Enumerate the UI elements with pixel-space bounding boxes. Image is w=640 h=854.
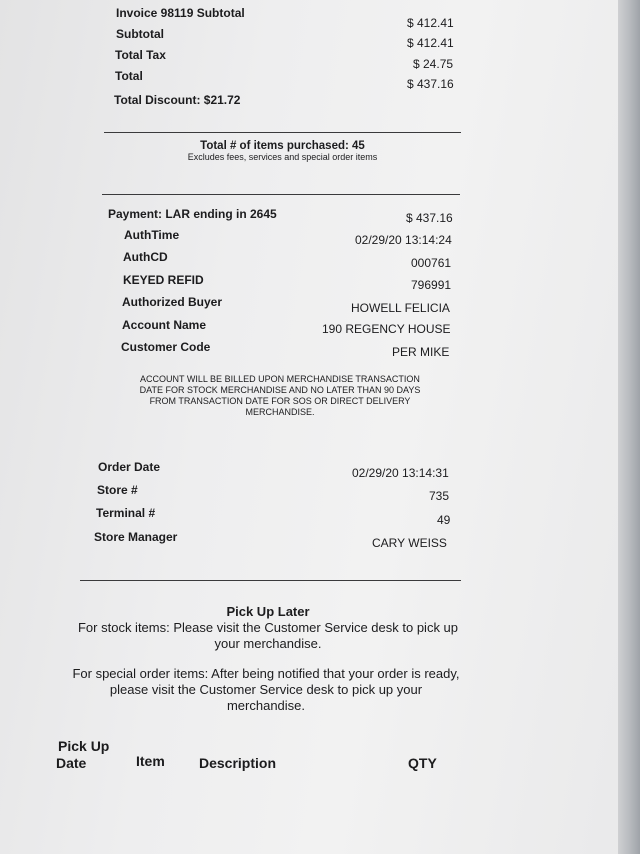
account-name-label: Account Name bbox=[122, 318, 207, 332]
pickup-title: Pick Up Later bbox=[226, 604, 310, 619]
header-item: Item bbox=[136, 753, 165, 769]
authorized-buyer-label: Authorized Buyer bbox=[122, 295, 223, 309]
payment-label: Payment: LAR ending in 2645 bbox=[108, 207, 277, 221]
items-excludes-note: Excludes fees, services and special order items bbox=[187, 152, 378, 162]
total-tax-value: $ 24.75 bbox=[413, 57, 454, 71]
keyed-refid-label: KEYED REFID bbox=[123, 273, 204, 287]
payment-amount: $ 437.16 bbox=[406, 211, 453, 225]
total-value: $ 437.16 bbox=[407, 77, 454, 91]
pickup-stock-line: For stock items: Please visit the Customer Service desk to pick up bbox=[77, 620, 459, 635]
billing-note-line: FROM TRANSACTION DATE FOR SOS OR DIRECT DELIVERY bbox=[149, 396, 411, 406]
store-manager-label: Store Manager bbox=[94, 530, 178, 544]
terminal-number-value: 49 bbox=[437, 513, 451, 527]
billing-note-line: ACCOUNT WILL BE BILLED UPON MERCHANDISE TRANSACTION bbox=[140, 374, 420, 384]
special-order-line: please visit the Customer Service desk to pick up your bbox=[109, 682, 423, 697]
divider bbox=[102, 194, 460, 195]
customer-code-label: Customer Code bbox=[121, 340, 211, 354]
paper-edge-shadow bbox=[618, 0, 640, 854]
order-date-value: 02/29/20 13:14:31 bbox=[352, 466, 449, 480]
billing-note-line: DATE FOR STOCK MERCHANDISE AND NO LATER THAN 90 DAYS bbox=[139, 385, 421, 395]
divider bbox=[80, 580, 461, 581]
items-count: Total # of items purchased: 45 bbox=[200, 140, 365, 152]
auth-time-label: AuthTime bbox=[124, 228, 180, 242]
pickup-stock-line: your merchandise. bbox=[214, 636, 322, 651]
auth-cd-value: 000761 bbox=[411, 256, 452, 270]
subtotal-label: Subtotal bbox=[116, 27, 164, 41]
total-discount: Total Discount: $21.72 bbox=[114, 93, 241, 107]
header-qty: QTY bbox=[408, 755, 437, 771]
subtotal-value: $ 412.41 bbox=[407, 36, 454, 50]
authorized-buyer-value: HOWELL FELICIA bbox=[351, 301, 450, 315]
invoice-subtotal-value: $ 412.41 bbox=[407, 16, 454, 30]
auth-time-value: 02/29/20 13:14:24 bbox=[355, 233, 452, 247]
order-date-label: Order Date bbox=[98, 460, 161, 474]
store-manager-value: CARY WEISS bbox=[372, 536, 447, 550]
keyed-refid-value: 796991 bbox=[411, 278, 452, 292]
header-description: Description bbox=[199, 755, 277, 771]
items-summary bbox=[104, 140, 461, 162]
divider bbox=[104, 132, 461, 133]
store-number-value: 735 bbox=[429, 489, 450, 503]
special-order-line: For special order items: After being notified that your order is ready, bbox=[72, 666, 460, 681]
account-name-value: 190 REGENCY HOUSE bbox=[322, 322, 451, 336]
customer-code-value: PER MIKE bbox=[392, 345, 450, 359]
pickup-section bbox=[60, 604, 476, 652]
billing-note bbox=[114, 374, 446, 418]
total-tax-label: Total Tax bbox=[115, 48, 166, 62]
special-order-line: merchandise. bbox=[226, 698, 306, 713]
store-number-label: Store # bbox=[97, 483, 138, 497]
auth-cd-label: AuthCD bbox=[123, 250, 168, 264]
special-order-section bbox=[56, 666, 476, 714]
billing-note-line: MERCHANDISE. bbox=[245, 407, 315, 417]
terminal-number-label: Terminal # bbox=[96, 506, 156, 520]
invoice-subtotal-label: Invoice 98119 Subtotal bbox=[116, 6, 245, 20]
header-pickup-date-2: Date bbox=[56, 755, 87, 771]
header-pickup-date-1: Pick Up bbox=[58, 738, 110, 754]
total-label: Total bbox=[115, 69, 143, 83]
